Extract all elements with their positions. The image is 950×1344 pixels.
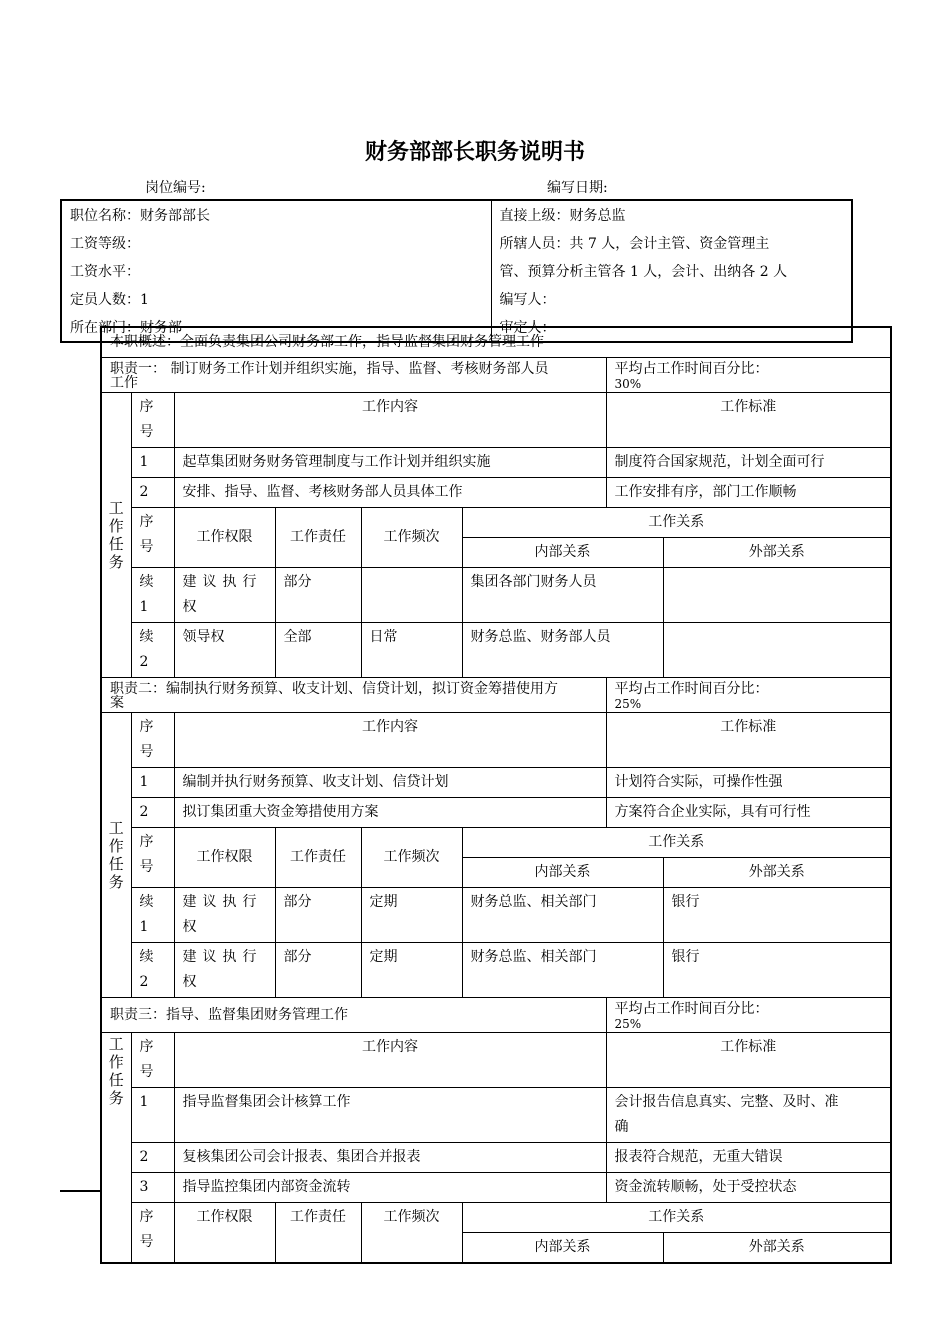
standard-header: 工作标准 [606,713,891,768]
author: 编写人： [499,292,556,308]
post-number-label: 岗位编号: [145,180,206,196]
frequency-header: 工作频次 [361,828,462,888]
right-responsibility: 全部 [275,623,361,678]
responsibility-header: 工作责任 [275,1203,361,1264]
task-content: 指导监督集团会计核算工作 [174,1088,606,1143]
right-authority: 领导权 [174,623,275,678]
right-responsibility: 部分 [275,943,361,998]
header-table [60,199,853,343]
right-frequency: 日常 [361,623,462,678]
task-no: 2 [131,478,174,508]
work-task-label: 工 作 任 务 [101,393,131,678]
responsibility-header: 工作责任 [275,828,361,888]
right-external: 银行 [663,888,891,943]
work-task-label: 工 作 任 务 [101,1033,131,1264]
right-authority: 建议执行 权 [174,943,275,998]
seq-header: 序 号 [131,393,174,448]
responsibility-header: 工作责任 [275,508,361,568]
content-header: 工作内容 [174,713,606,768]
task-content: 指导监控集团内部资金流转 [174,1173,606,1203]
direct-superior: 直接上级：财务总监 [499,208,626,224]
duty-1-percent: 平均占工作时间百分比： 30% [606,358,891,393]
right-frequency: 定期 [361,888,462,943]
table-row [101,448,891,478]
task-standard: 工作安排有序，部门工作顺畅 [606,478,891,508]
table-row [101,1088,891,1143]
right-no: 续 1 [131,888,174,943]
duty-3-title: 职责三：指导、监督集团财务管理工作 [101,998,606,1033]
headcount: 定员人数：1 [61,285,491,313]
authority-header: 工作权限 [174,508,275,568]
task-no: 3 [131,1173,174,1203]
right-frequency: 定期 [361,943,462,998]
table-row [101,768,891,798]
seq-header: 序 号 [131,713,174,768]
frequency-header: 工作频次 [361,1203,462,1264]
external-header: 外部关系 [663,858,891,888]
right-internal: 集团各部门财务人员 [462,568,663,623]
authority-header: 工作权限 [174,1203,275,1264]
task-content: 编制并执行财务预算、收支计划、信贷计划 [174,768,606,798]
task-no: 1 [131,448,174,478]
task-no: 2 [131,798,174,828]
date-label: 编写日期: [547,180,608,196]
subordinates-line2: 管、预算分析主管各 1 人，会计、出纳各 2 人 [499,264,788,280]
task-standard: 报表符合规范，无重大错误 [606,1143,891,1173]
right-authority: 建议执行 权 [174,888,275,943]
overview: 本职概述：全面负责集团公司财务部工作，指导监督集团财务管理工作 [101,327,891,358]
table-row [101,1173,891,1203]
right-authority: 建议执行 权 [174,568,275,623]
duty-2-percent: 平均占工作时间百分比： 25% [606,678,891,713]
position-name: 职位名称：财务部部长 [61,200,491,229]
right-internal: 财务总监、相关部门 [462,888,663,943]
task-standard: 制度符合国家规范，计划全面可行 [606,448,891,478]
page-bottom-rule [60,1190,102,1192]
right-responsibility: 部分 [275,888,361,943]
relations-header: 工作关系 [462,1203,891,1233]
right-responsibility: 部分 [275,568,361,623]
subordinates-line1: 所辖人员：共 7 人，会计主管、资金管理主 [499,236,770,252]
table-row [101,1143,891,1173]
table-row [101,943,891,998]
table-row [101,798,891,828]
table-row [101,623,891,678]
internal-header: 内部关系 [462,1233,663,1264]
frequency-header: 工作频次 [361,508,462,568]
content-header: 工作内容 [174,1033,606,1088]
table-row [101,568,891,623]
task-content: 起草集团财务财务管理制度与工作计划并组织实施 [174,448,606,478]
duty-3-percent: 平均占工作时间百分比： 25% [606,998,891,1033]
salary-level: 工资水平： [61,257,491,285]
right-internal: 财务总监、财务部人员 [462,623,663,678]
duty-1-title: 职责一： 制订财务工作计划并组织实施，指导、监督、考核财务部人员 工作 [101,358,606,393]
duty-2-title: 职责二：编制执行财务预算、收支计划、信贷计划，拟订资金筹措使用方 案 [101,678,606,713]
standard-header: 工作标准 [606,393,891,448]
table-row [101,478,891,508]
document-title: 财务部部长职务说明书 [364,140,585,165]
approver: 审定人： [499,320,556,336]
content-header: 工作内容 [174,393,606,448]
standard-header: 工作标准 [606,1033,891,1088]
seq-header: 序 号 [131,1033,174,1088]
right-external: 银行 [663,943,891,998]
external-header: 外部关系 [663,1233,891,1264]
right-internal: 财务总监、相关部门 [462,943,663,998]
authority-header: 工作权限 [174,828,275,888]
seq-header: 序 号 [131,828,174,888]
duties-table [100,326,892,1264]
task-content: 拟订集团重大资金筹措使用方案 [174,798,606,828]
external-header: 外部关系 [663,538,891,568]
task-no: 1 [131,768,174,798]
table-row [101,888,891,943]
task-content: 安排、指导、监督、考核财务部人员具体工作 [174,478,606,508]
relations-header: 工作关系 [462,828,891,858]
right-no: 续 2 [131,943,174,998]
right-no: 续 1 [131,568,174,623]
right-no: 续 2 [131,623,174,678]
task-standard: 资金流转顺畅，处于受控状态 [606,1173,891,1203]
task-no: 2 [131,1143,174,1173]
task-standard: 会计报告信息真实、完整、及时、准 确 [606,1088,891,1143]
right-external [663,568,891,623]
department: 所在部门：财务部 [61,313,491,342]
seq-header: 序 号 [131,1203,174,1264]
internal-header: 内部关系 [462,538,663,568]
relations-header: 工作关系 [462,508,891,538]
task-no: 1 [131,1088,174,1143]
salary-grade: 工资等级： [61,229,491,257]
task-standard: 计划符合实际，可操作性强 [606,768,891,798]
right-external [663,623,891,678]
task-standard: 方案符合企业实际，具有可行性 [606,798,891,828]
internal-header: 内部关系 [462,858,663,888]
work-task-label: 工 作 任 务 [101,713,131,998]
right-frequency [361,568,462,623]
task-content: 复核集团公司会计报表、集团合并报表 [174,1143,606,1173]
seq-header: 序 号 [131,508,174,568]
